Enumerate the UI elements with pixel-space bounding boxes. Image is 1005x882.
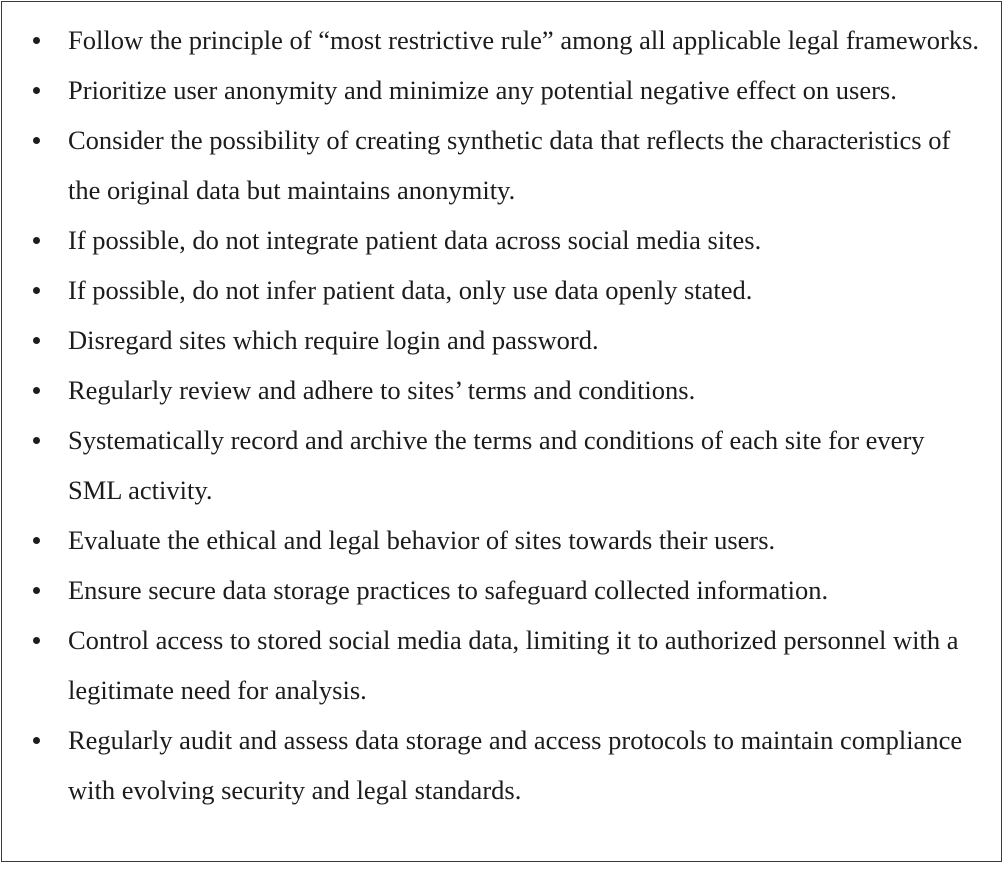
list-item-text: Prioritize user anonymity and minimize any potential negative effect on users. <box>68 75 897 105</box>
list-item-text: Control access to stored social media data, limiting it to authorized personnel with a legitimate need for analysis. <box>68 625 959 705</box>
bullet-icon <box>33 537 40 544</box>
list-item-text: Disregard sites which require login and password. <box>68 325 599 355</box>
list-item <box>2 615 1001 715</box>
guidelines-list <box>2 2 1001 815</box>
list-item-text: If possible, do not integrate patient data across social media sites. <box>68 225 762 255</box>
list-item-text: Ensure secure data storage practices to safeguard collected information. <box>68 575 829 605</box>
list-item <box>2 565 1001 615</box>
list-item-text: Evaluate the ethical and legal behavior of sites towards their users. <box>68 525 776 555</box>
list-item <box>2 65 1001 115</box>
list-item <box>2 365 1001 415</box>
list-item <box>2 265 1001 315</box>
bullet-icon <box>33 337 40 344</box>
bullet-icon <box>33 287 40 294</box>
guidelines-box <box>1 1 1002 862</box>
list-item <box>2 715 1001 815</box>
list-item <box>2 315 1001 365</box>
list-item-text: Consider the possibility of creating synthetic data that reflects the characteristics of the original data but maintains anonymity. <box>68 125 951 205</box>
bullet-icon <box>33 437 40 444</box>
bullet-icon <box>33 637 40 644</box>
list-item <box>2 15 1001 65</box>
bullet-icon <box>33 587 40 594</box>
list-item-text: If possible, do not infer patient data, only use data openly stated. <box>68 275 753 305</box>
list-item <box>2 515 1001 565</box>
list-item-text: Systematically record and archive the terms and conditions of each site for every SML activity. <box>68 425 925 505</box>
bullet-icon <box>33 37 40 44</box>
bullet-icon <box>33 137 40 144</box>
bullet-icon <box>33 87 40 94</box>
list-item-text: Follow the principle of “most restrictive rule” among all applicable legal frameworks. <box>68 25 980 55</box>
bullet-icon <box>33 387 40 394</box>
list-item-text: Regularly audit and assess data storage and access protocols to maintain compliance with evolving security and legal standards. <box>68 725 963 805</box>
list-item-text: Regularly review and adhere to sites’ terms and conditions. <box>68 375 696 405</box>
bullet-icon <box>33 237 40 244</box>
list-item <box>2 215 1001 265</box>
bullet-icon <box>33 737 40 744</box>
list-item <box>2 115 1001 215</box>
list-item <box>2 415 1001 515</box>
